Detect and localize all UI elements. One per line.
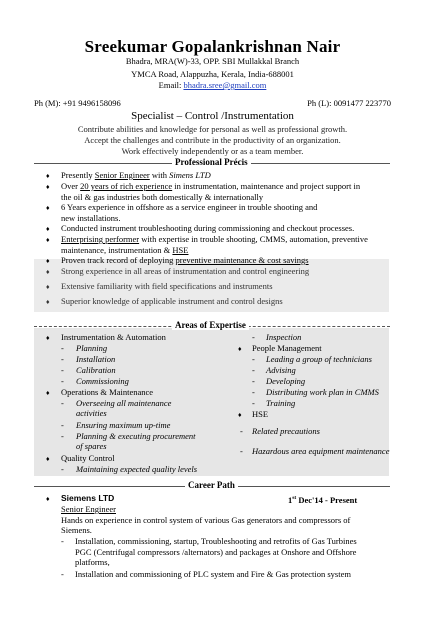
objective-line-3: Work effectively independently or as a team member.	[121, 146, 304, 156]
expertise-item: Related precautions	[252, 426, 320, 436]
bullet-icon: ♦	[46, 236, 50, 244]
phone-mobile: Ph (M): +91 9496158096	[34, 98, 121, 108]
objective-line-2: Accept the challenges and contribute in the productivity of an organization.	[84, 135, 341, 145]
bullet-icon: ♦	[46, 183, 50, 191]
employment-dates: 1st Dec'14 - Present	[288, 494, 358, 505]
precis-item-8: Extensive familiarity with field specifications and instruments	[61, 281, 273, 291]
expertise-group-operations: Operations & Maintenance	[61, 387, 154, 397]
precis-heading: Professional Précis	[172, 157, 251, 167]
precis-item-9: Superior knowledge of applicable instrument and control designs	[61, 296, 283, 306]
bullet-icon: ♦	[46, 455, 50, 463]
bullet-icon: ♦	[46, 257, 50, 265]
bullet-icon: ♦	[46, 283, 50, 291]
career-heading: Career Path	[185, 480, 238, 490]
expertise-item: Planning	[76, 343, 108, 353]
expertise-item: Calibration	[76, 365, 116, 375]
expertise-heading: Areas of Expertise	[172, 320, 249, 330]
precis-item-1: Presently Senior Engineer with Simens LTD	[61, 170, 211, 180]
expertise-item: Planning & executing procurement	[76, 431, 196, 441]
candidate-name: Sreekumar Gopalankrishnan Nair	[84, 37, 341, 56]
email-line	[0, 80, 425, 90]
role-title: Senior Engineer	[61, 504, 116, 514]
email-label: Email:	[158, 80, 182, 90]
company-name: Siemens LTD	[61, 493, 115, 503]
expertise-item: Maintaining expected quality levels	[76, 464, 198, 474]
career-bullet-1: Installation, commissioning, startup, Troubleshooting and retrofits of Gas Turbines PGC (Centrifugal compressors /alternators) and packages at Onshore and Offshore platforms,	[75, 536, 357, 567]
expertise-group-hse: HSE	[252, 409, 269, 419]
role-description-2: Siemens.	[61, 525, 92, 535]
expertise-group-quality: Quality Control	[61, 453, 115, 463]
bullet-icon: ♦	[46, 298, 50, 306]
email-link[interactable]: bhadra.sree@gmail.com	[183, 80, 267, 90]
bullet-icon: ♦	[46, 495, 50, 503]
bullet-icon: ♦	[238, 345, 242, 353]
precis-item-6: Proven track record of deploying preventive maintenance & cost savings	[61, 255, 309, 265]
role-description-1: Hands on experience in control system of various Gas generators and compressors of	[61, 515, 351, 525]
expertise-item: Inspection	[266, 332, 302, 342]
bullet-icon: ♦	[46, 225, 50, 233]
expertise-item: Developing	[266, 376, 306, 386]
expertise-item: Installation	[76, 354, 116, 364]
objective-line-1: Contribute abilities and knowledge for personal as well as professional growth.	[77, 124, 348, 134]
expertise-item: Ensuring maximum up-time	[76, 420, 171, 430]
address-line-1: Bhadra, MRA(W)-33, OPP. SBI Mullakkal Branch	[125, 56, 300, 66]
expertise-group-people: People Management	[252, 343, 322, 353]
expertise-item: Hazardous area equipment maintenance	[252, 446, 390, 456]
expertise-item: Leading a group of technicians	[266, 354, 372, 364]
precis-item-4: Conducted instrument troubleshooting during commissioning and checkout processes.	[61, 223, 355, 233]
precis-item-7: Strong experience in all areas of instrumentation and control engineering	[61, 266, 310, 276]
expertise-item: Advising	[266, 365, 296, 375]
bullet-icon: ♦	[46, 268, 50, 276]
precis-item-2: Over 20 years of rich experience in instrumentation, maintenance and project support in the oil & gas industries both domestically & internationally	[61, 181, 361, 202]
expertise-item: Training	[266, 398, 296, 408]
bullet-icon: ♦	[46, 172, 50, 180]
bullet-icon: ♦	[46, 334, 50, 342]
expertise-group-instrumentation: Instrumentation & Automation	[61, 332, 166, 342]
phone-landline: Ph (L): 0091477 223770	[307, 98, 391, 108]
expertise-item: Overseeing all maintenance	[76, 398, 172, 408]
precis-item-5: Enterprising performer with expertise in trouble shooting, CMMS, automation, preventive maintenance, instrumentation & HSE	[61, 234, 368, 255]
expertise-item-continued: of spares	[76, 441, 107, 451]
bullet-icon: ♦	[238, 411, 242, 419]
address-line-2: YMCA Road, Alappuzha, Kerala, India-688001	[131, 69, 294, 79]
bullet-icon: ♦	[46, 389, 50, 397]
expertise-item-continued: activities	[76, 408, 107, 418]
bullet-icon: ♦	[46, 204, 50, 212]
expertise-item: Commissioning	[76, 376, 129, 386]
career-bullet-2: Installation and commissioning of PLC system and Fire & Gas protection system	[75, 569, 351, 579]
precis-item-3: 6 Years experience in offshore as a service engineer in trouble shooting and new installations.	[61, 202, 318, 223]
job-title: Specialist – Control /Instrumentation	[131, 110, 294, 122]
expertise-item: Distributing work plan in CMMS	[266, 387, 379, 397]
